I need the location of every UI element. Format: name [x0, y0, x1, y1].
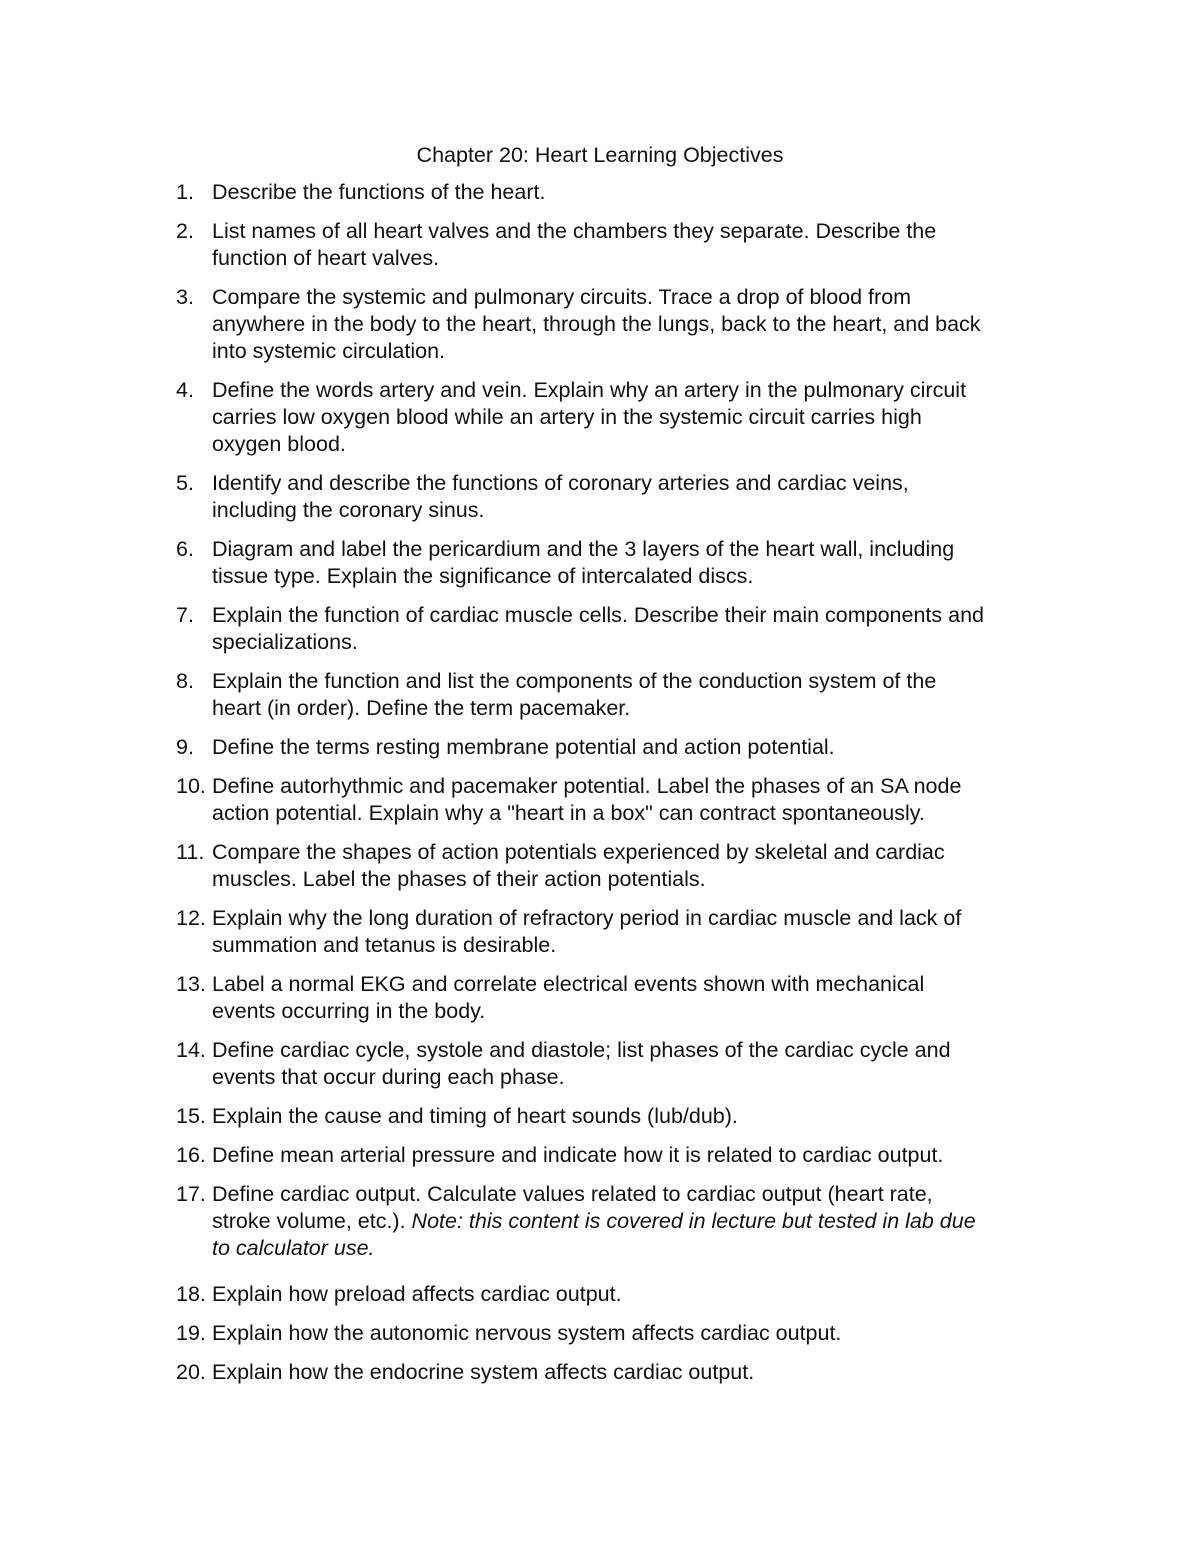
item-line: Explain the function and list the components of the conduction system of the: [212, 669, 937, 693]
list-item: [176, 602, 1076, 656]
item-number: 9.: [176, 735, 194, 759]
list-item: [176, 536, 1076, 590]
list-item: [176, 1320, 1076, 1347]
item-number: 18.: [176, 1282, 206, 1306]
item-line: oxygen blood.: [212, 432, 346, 456]
item-line: action potential. Explain why a "heart in a box" can contract spontaneously.: [212, 801, 925, 825]
item-line: Define the terms resting membrane potential and action potential.: [212, 735, 835, 759]
item-number: 8.: [176, 669, 194, 693]
item-number: 4.: [176, 378, 194, 402]
item-number: 2.: [176, 219, 194, 243]
item-number: 10.: [176, 774, 206, 798]
item-note: to calculator use.: [212, 1236, 375, 1260]
item-line: events occurring in the body.: [212, 999, 486, 1023]
item-line: Explain how preload affects cardiac output.: [212, 1282, 622, 1306]
item-line: Explain the cause and timing of heart sounds (lub/dub).: [212, 1104, 738, 1128]
list-item: [176, 470, 1076, 524]
list-item: [176, 377, 1076, 458]
item-line: Explain why the long duration of refractory period in cardiac muscle and lack of: [212, 906, 962, 930]
list-item: [176, 773, 1076, 827]
item-line: Define cardiac cycle, systole and diastole; list phases of the cardiac cycle and: [212, 1038, 951, 1062]
item-line: stroke volume, etc.).: [212, 1209, 412, 1233]
item-line: List names of all heart valves and the chambers they separate. Describe the: [212, 219, 937, 243]
item-line: summation and tetanus is desirable.: [212, 933, 557, 957]
list-item: [176, 179, 1076, 206]
item-number: 20.: [176, 1360, 206, 1384]
item-number: 5.: [176, 471, 194, 495]
item-number: 19.: [176, 1321, 206, 1345]
list-item: [176, 1181, 1076, 1262]
list-item: [176, 1037, 1076, 1091]
item-line: Compare the shapes of action potentials experienced by skeletal and cardiac: [212, 840, 945, 864]
list-item: [176, 668, 1076, 722]
item-number: 16.: [176, 1143, 206, 1167]
item-line: Define the words artery and vein. Explain why an artery in the pulmonary circuit: [212, 378, 967, 402]
item-number: 6.: [176, 537, 194, 561]
item-line: heart (in order). Define the term pacemaker.: [212, 696, 631, 720]
list-item: [176, 734, 1076, 761]
item-line: Diagram and label the pericardium and the 3 layers of the heart wall, including: [212, 537, 955, 561]
list-item: [176, 1142, 1076, 1169]
item-line: including the coronary sinus.: [212, 498, 485, 522]
item-line: Explain the function of cardiac muscle cells. Describe their main components and: [212, 603, 984, 627]
item-number: 15.: [176, 1104, 206, 1128]
list-item: [176, 1359, 1076, 1386]
item-number: 1.: [176, 180, 194, 204]
list-item: [176, 971, 1076, 1025]
list-item: [176, 839, 1076, 893]
item-number: 12.: [176, 906, 206, 930]
item-line: function of heart valves.: [212, 246, 440, 270]
item-line: Define mean arterial pressure and indicate how it is related to cardiac output.: [212, 1143, 944, 1167]
list-item: [176, 284, 1076, 365]
item-number: 7.: [176, 603, 194, 627]
item-line: Describe the functions of the heart.: [212, 180, 546, 204]
page-title: Chapter 20: Heart Learning Objectives: [416, 143, 784, 167]
list-item: [176, 1281, 1076, 1308]
item-line: Compare the systemic and pulmonary circuits. Trace a drop of blood from: [212, 285, 912, 309]
item-number: 17.: [176, 1182, 206, 1206]
item-line: events that occur during each phase.: [212, 1065, 565, 1089]
item-line: Explain how the autonomic nervous system affects cardiac output.: [212, 1321, 842, 1345]
item-line: anywhere in the body to the heart, through the lungs, back to the heart, and back: [212, 312, 981, 336]
item-line: Identify and describe the functions of coronary arteries and cardiac veins,: [212, 471, 909, 495]
item-line: Define autorhythmic and pacemaker potential. Label the phases of an SA node: [212, 774, 962, 798]
list-item: [176, 1103, 1076, 1130]
item-line: tissue type. Explain the significance of intercalated discs.: [212, 564, 754, 588]
item-line: into systemic circulation.: [212, 339, 445, 363]
item-line: Label a normal EKG and correlate electrical events shown with mechanical: [212, 972, 925, 996]
item-line: specializations.: [212, 630, 358, 654]
item-number: 13.: [176, 972, 206, 996]
item-note: Note: this content is covered in lecture but tested in lab due: [411, 1209, 976, 1233]
list-item: [176, 905, 1076, 959]
objectives-list: [176, 179, 1076, 1398]
item-number: 3.: [176, 285, 194, 309]
item-line: carries low oxygen blood while an artery in the systemic circuit carries high: [212, 405, 922, 429]
item-line: muscles. Label the phases of their action potentials.: [212, 867, 706, 891]
item-line: Define cardiac output. Calculate values related to cardiac output (heart rate,: [212, 1182, 933, 1206]
list-item: [176, 218, 1076, 272]
item-number: 14.: [176, 1038, 206, 1062]
item-line: Explain how the endocrine system affects cardiac output.: [212, 1360, 755, 1384]
item-number: 11.: [176, 840, 205, 864]
